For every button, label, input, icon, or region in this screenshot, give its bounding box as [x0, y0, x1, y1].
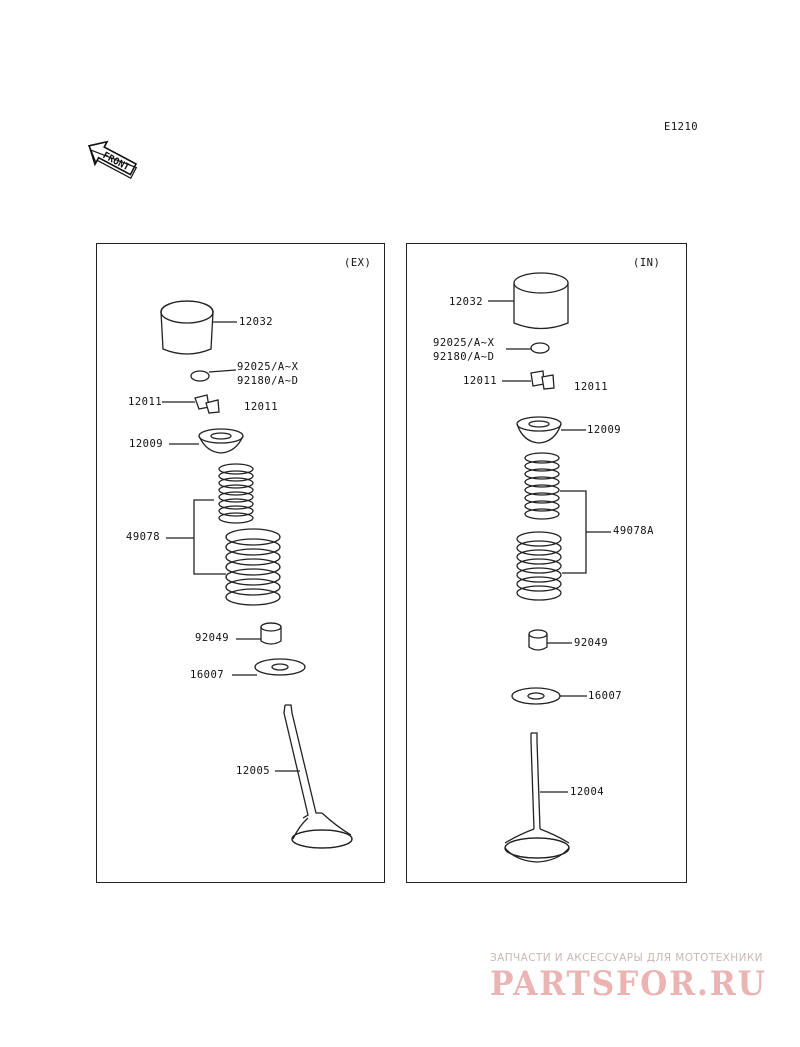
ex-retainer-label: 12009 [129, 438, 164, 450]
ex-inner-spring-icon [219, 464, 253, 523]
ex-shim-icon [191, 371, 209, 381]
in-cotter-icon [531, 371, 554, 389]
ex-seal-label: 92049 [195, 632, 230, 644]
in-shim-label: 92025/A~X [433, 337, 495, 349]
ex-panel-title: (EX) [344, 257, 372, 269]
in-lifter-label: 12032 [449, 296, 484, 308]
in-cotter-left-label: 12011 [463, 375, 498, 387]
diagram-code: E1210 [664, 121, 699, 133]
in-seal-icon [529, 630, 547, 650]
ex-parts-drawing [96, 243, 385, 883]
ex-valve-icon [284, 705, 352, 848]
ex-lifter-icon [161, 301, 213, 354]
ex-shim-label: 92025/A~X [237, 361, 299, 373]
ex-seat-label: 16007 [190, 669, 225, 681]
ex-cotter-icon [195, 395, 219, 413]
front-label: FRONT [100, 150, 132, 174]
in-shim-alt-label: 92180/A~D [433, 351, 495, 363]
ex-outer-spring-icon [226, 529, 280, 605]
in-seal-label: 92049 [574, 637, 609, 649]
in-seat-icon [512, 688, 560, 704]
in-cotter-right-label: 12011 [574, 381, 609, 393]
in-outer-spring-icon [517, 532, 561, 600]
in-inner-spring-icon [525, 453, 559, 519]
ex-retainer-icon [199, 429, 243, 453]
front-arrow-icon [80, 126, 144, 190]
ex-seat-icon [255, 659, 305, 675]
watermark-subtitle: ЗАПЧАСТИ И АКСЕССУАРЫ ДЛЯ МОТОТЕХНИКИ [490, 952, 763, 964]
ex-shim-alt-label: 92180/A~D [237, 375, 299, 387]
ex-lifter-label: 12032 [239, 316, 274, 328]
in-spring-label: 49078A [613, 525, 654, 537]
in-retainer-icon [517, 417, 561, 443]
watermark-logo: PARTSFOR.RU [490, 964, 767, 1004]
ex-seal-icon [261, 623, 281, 644]
in-panel-title: (IN) [633, 257, 661, 269]
in-valve-label: 12004 [570, 786, 605, 798]
in-shim-icon [531, 343, 549, 353]
ex-cotter-right-label: 12011 [244, 401, 279, 413]
in-retainer-label: 12009 [587, 424, 622, 436]
in-seat-label: 16007 [588, 690, 623, 702]
in-lifter-icon [514, 273, 568, 329]
ex-cotter-left-label: 12011 [128, 396, 163, 408]
ex-spring-label: 49078 [126, 531, 161, 543]
in-valve-icon [505, 733, 569, 862]
ex-valve-label: 12005 [236, 765, 271, 777]
